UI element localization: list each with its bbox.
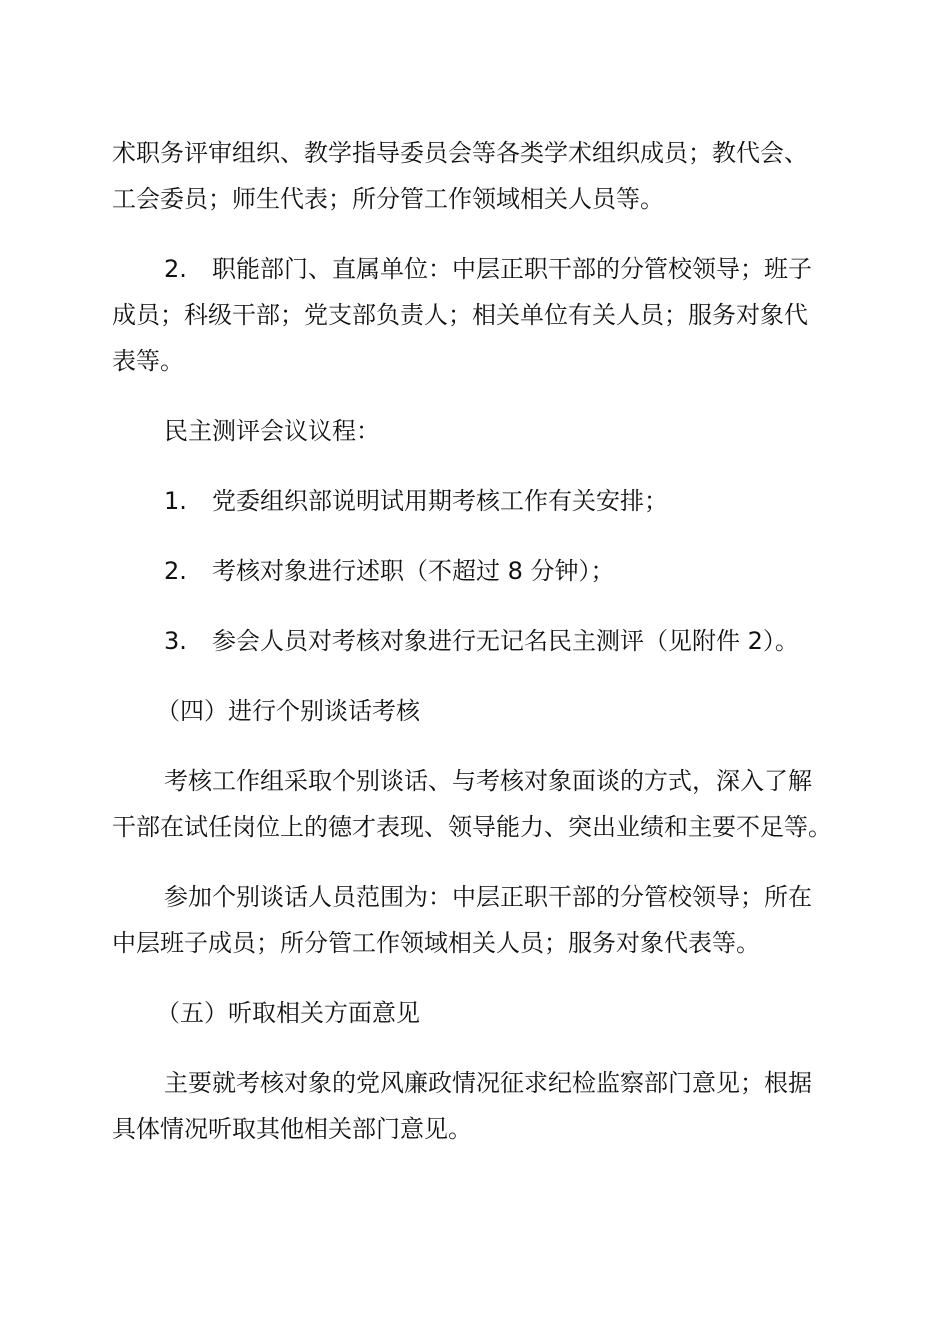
list-number: 2. bbox=[164, 557, 187, 585]
section-heading-5: （五）听取相关方面意见 bbox=[156, 999, 420, 1027]
document-page bbox=[112, 130, 872, 1152]
paragraph-individual-talks bbox=[112, 758, 872, 850]
text-line bbox=[112, 246, 872, 292]
list-text: 参会人员对考核对象进行无记名民主测评（见附件 2）。 bbox=[212, 627, 799, 655]
section-heading-4: （四）进行个别谈话考核 bbox=[156, 697, 420, 725]
list-number: 2. bbox=[164, 255, 187, 283]
text-line: 表等。 bbox=[112, 347, 184, 375]
text-line: 工会委员；师生代表；所分管工作领域相关人员等。 bbox=[112, 185, 664, 213]
agenda-item-2 bbox=[112, 548, 872, 594]
paragraph-functional-departments bbox=[112, 246, 872, 384]
text-line: 主要就考核对象的党风廉政情况征求纪检监察部门意见；根据 bbox=[164, 1069, 812, 1097]
list-text: 考核对象进行述职（不超过 8 分钟）； bbox=[212, 557, 615, 585]
text-line: 干部在试任岗位上的德才表现、领导能力、突出业绩和主要不足等。 bbox=[112, 813, 832, 841]
text-line: 成员；科级干部；党支部负责人；相关单位有关人员；服务对象代 bbox=[112, 301, 808, 329]
paragraph-academic-organizations bbox=[112, 130, 872, 222]
text-line: 参加个别谈话人员范围为：中层正职干部的分管校领导；所在 bbox=[164, 883, 812, 911]
text-line: 术职务评审组织、教学指导委员会等各类学术组织成员；教代会、 bbox=[112, 139, 808, 167]
text-line: 考核工作组采取个别谈话、与考核对象面谈的方式，深入了解 bbox=[164, 767, 812, 795]
text-line: 中层班子成员；所分管工作领域相关人员；服务对象代表等。 bbox=[112, 929, 760, 957]
paragraph-talk-participants bbox=[112, 874, 872, 966]
list-text: 职能部门、直属单位：中层正职干部的分管校领导；班子 bbox=[212, 255, 812, 283]
paragraph-relevant-opinions bbox=[112, 1060, 872, 1152]
text-line: 具体情况听取其他相关部门意见。 bbox=[112, 1115, 472, 1143]
agenda-item-1 bbox=[112, 478, 872, 524]
list-text: 党委组织部说明试用期考核工作有关安排； bbox=[212, 487, 668, 515]
list-number: 1. bbox=[164, 487, 187, 515]
agenda-item-3 bbox=[112, 618, 872, 664]
list-number: 3. bbox=[164, 627, 187, 655]
paragraph-agenda-heading: 民主测评会议议程： bbox=[164, 417, 380, 445]
